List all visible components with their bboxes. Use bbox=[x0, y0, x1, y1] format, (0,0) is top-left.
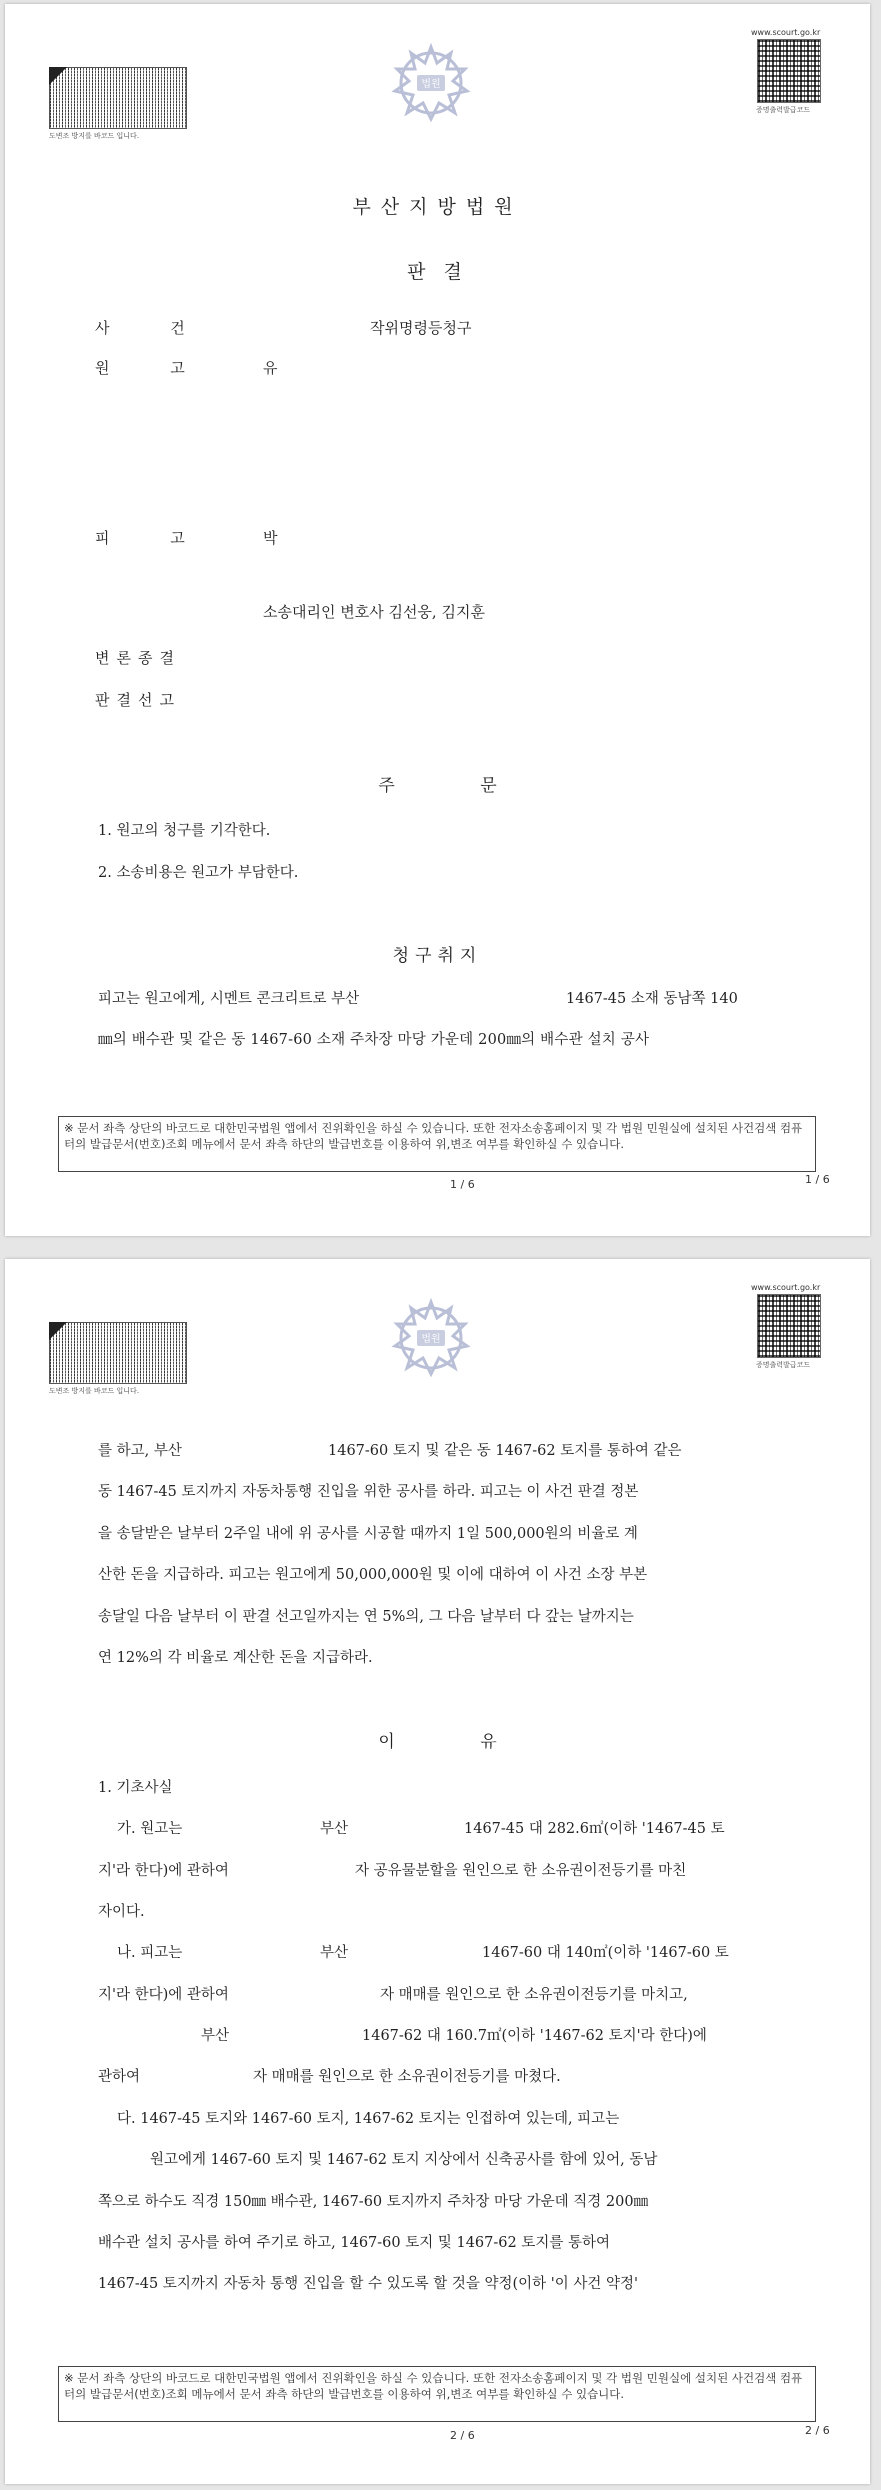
body-line: 산한 돈을 지급하라. 피고는 원고에게 50,000,000원 및 이에 대하여 이 사건 소장 부본 bbox=[98, 1567, 648, 1583]
fact-line: 자이다. bbox=[98, 1904, 145, 1920]
court-url: www.scourt.go.kr bbox=[751, 28, 821, 37]
plaintiff-label: 원 고 bbox=[95, 359, 213, 377]
verification-barcode bbox=[49, 1322, 187, 1384]
page-number-center: 2 / 6 bbox=[450, 2429, 475, 2442]
counsel: 소송대리인 변호사 김선웅, 김지훈 bbox=[263, 603, 485, 621]
fact-line: 지'라 한다)에 관하여 bbox=[98, 1863, 229, 1879]
fact-line: 자 공유물분할을 원인으로 한 소유권이전등기를 마친 bbox=[355, 1863, 687, 1879]
fact-line: 가. 원고는 bbox=[117, 1821, 183, 1837]
body-line: 송달일 다음 날부터 이 판결 선고일까지는 연 5%의, 그 다음 날부터 다 갚는 날까지는 bbox=[98, 1609, 634, 1625]
fact-line: 배수관 설치 공사를 하여 주기로 하고, 1467-60 토지 및 1467-62 토지를 통하여 bbox=[98, 2235, 610, 2251]
closing-label: 변론종결 bbox=[95, 649, 181, 667]
qr-label: 증명출력발급코드 bbox=[756, 1361, 811, 1369]
order-item-1: 1. 원고의 청구를 기각한다. bbox=[98, 823, 271, 839]
svg-text:법원: 법원 bbox=[421, 1334, 441, 1345]
fact-line: 1467-60 대 140㎡(이하 '1467-60 토 bbox=[482, 1945, 729, 1961]
fact-line: 다. 1467-45 토지와 1467-60 토지, 1467-62 토지는 인접하여 있는데, 피고는 bbox=[117, 2111, 620, 2127]
page-number-center: 1 / 6 bbox=[450, 1178, 475, 1191]
defendant-row bbox=[95, 527, 245, 548]
fact-line: 부산 bbox=[201, 2028, 230, 2044]
svg-text:법원: 법원 bbox=[421, 79, 441, 90]
court-name: 부산지방법원 bbox=[352, 196, 523, 218]
case-row bbox=[95, 317, 245, 338]
fact-line: 원고에게 1467-60 토지 및 1467-62 토지 지상에서 신축공사를 함에 있어, 동남 bbox=[150, 2152, 658, 2168]
plaintiff-value: 유 bbox=[263, 359, 278, 377]
court-url: www.scourt.go.kr bbox=[751, 1283, 821, 1292]
qr-code bbox=[757, 1294, 821, 1358]
plaintiff-row bbox=[95, 357, 245, 378]
basic-facts-heading: 1. 기초사실 bbox=[98, 1780, 173, 1796]
fact-line: 1467-45 토지까지 자동차 통행 진입을 할 수 있도록 할 것을 약정(이하 '이 사건 약정' bbox=[98, 2276, 638, 2292]
document-page-1 bbox=[5, 4, 870, 1236]
body-line: 연 12%의 각 비율로 계산한 돈을 지급하라. bbox=[98, 1650, 373, 1666]
fact-line: 부산 bbox=[320, 1821, 349, 1837]
body-line: 을 송달받은 날부터 2주일 내에 위 공사를 시공할 때까지 1일 500,000원의 비율로 계 bbox=[98, 1526, 638, 1542]
fact-line: 쪽으로 하수도 직경 150㎜ 배수관, 1467-60 토지까지 주차장 마당 가운데 직경 200㎜ bbox=[98, 2194, 649, 2210]
page-number-right: 1 / 6 bbox=[805, 1173, 830, 1186]
reason-heading: 이 유 bbox=[378, 1732, 537, 1752]
fact-line: 나. 피고는 bbox=[117, 1945, 183, 1961]
verification-notice: ※ 문서 좌측 상단의 바코드로 대한민국법원 앱에서 진위확인을 하실 수 있습니다. 또한 전자소송홈페이지 및 각 법원 민원실에 설치된 사건검색 컴퓨터의 발급문서(번호)조회 메뉴에서 문서 좌측 하단의 발급번호를 이용하여 위,변조 여부를 확인하실 수 있습니다. bbox=[58, 2366, 816, 2422]
body-line: 1467-60 토지 및 같은 동 1467-62 토지를 통하여 같은 bbox=[328, 1443, 682, 1459]
claim-line-1b: 1467-45 소재 동남쪽 140 bbox=[566, 991, 738, 1007]
qr-label: 증명출력발급코드 bbox=[756, 106, 811, 114]
defendant-value: 박 bbox=[263, 529, 278, 547]
document-title: 판 결 bbox=[407, 261, 468, 283]
court-emblem-icon bbox=[389, 41, 473, 125]
body-line: 를 하고, 부산 bbox=[98, 1443, 182, 1459]
claim-line-1a: 피고는 원고에게, 시멘트 콘크리트로 부산 bbox=[98, 991, 360, 1007]
body-line: 동 1467-45 토지까지 자동차통행 진입을 위한 공사를 하라. 피고는 이 사건 판결 정본 bbox=[98, 1484, 639, 1500]
fact-line: 1467-45 대 282.6㎡(이하 '1467-45 토 bbox=[464, 1821, 725, 1837]
order-heading: 주 문 bbox=[378, 776, 537, 796]
fact-line: 자 매매를 원인으로 한 소유권이전등기를 마치고, bbox=[380, 1987, 688, 2003]
ruling-row bbox=[95, 689, 245, 710]
closing-row bbox=[95, 647, 245, 668]
court-emblem-icon bbox=[389, 1296, 473, 1380]
barcode-note: 도변조 방지를 바코드 입니다. bbox=[49, 1387, 140, 1395]
fact-line: 지'라 한다)에 관하여 bbox=[98, 1987, 229, 2003]
verification-notice: ※ 문서 좌측 상단의 바코드로 대한민국법원 앱에서 진위확인을 하실 수 있습니다. 또한 전자소송홈페이지 및 각 법원 민원실에 설치된 사건검색 컴퓨터의 발급문서(번호)조회 메뉴에서 문서 좌측 하단의 발급번호를 이용하여 위,변조 여부를 확인하실 수 있습니다. bbox=[58, 1116, 816, 1172]
claim-heading: 청구취지 bbox=[392, 946, 483, 966]
defendant-label: 피 고 bbox=[95, 529, 213, 547]
qr-code bbox=[757, 39, 821, 103]
fact-line: 자 매매를 원인으로 한 소유권이전등기를 마쳤다. bbox=[253, 2069, 561, 2085]
document-page-2 bbox=[5, 1259, 870, 2484]
case-label: 사 건 bbox=[95, 319, 213, 337]
fact-line: 부산 bbox=[320, 1945, 349, 1961]
fact-line: 관하여 bbox=[98, 2069, 141, 2085]
order-item-2: 2. 소송비용은 원고가 부담한다. bbox=[98, 865, 299, 881]
case-value: 작위명령등청구 bbox=[370, 319, 472, 337]
claim-line-2: ㎜의 배수관 및 같은 동 1467-60 소재 주차장 마당 가운데 200㎜의 배수관 설치 공사 bbox=[98, 1032, 650, 1048]
page-number-right: 2 / 6 bbox=[805, 2424, 830, 2437]
verification-barcode bbox=[49, 67, 187, 129]
barcode-note: 도변조 방지를 바코드 입니다. bbox=[49, 132, 140, 140]
ruling-label: 판결선고 bbox=[95, 691, 181, 709]
fact-line: 1467-62 대 160.7㎡(이하 '1467-62 토지'라 한다)에 bbox=[362, 2028, 707, 2044]
